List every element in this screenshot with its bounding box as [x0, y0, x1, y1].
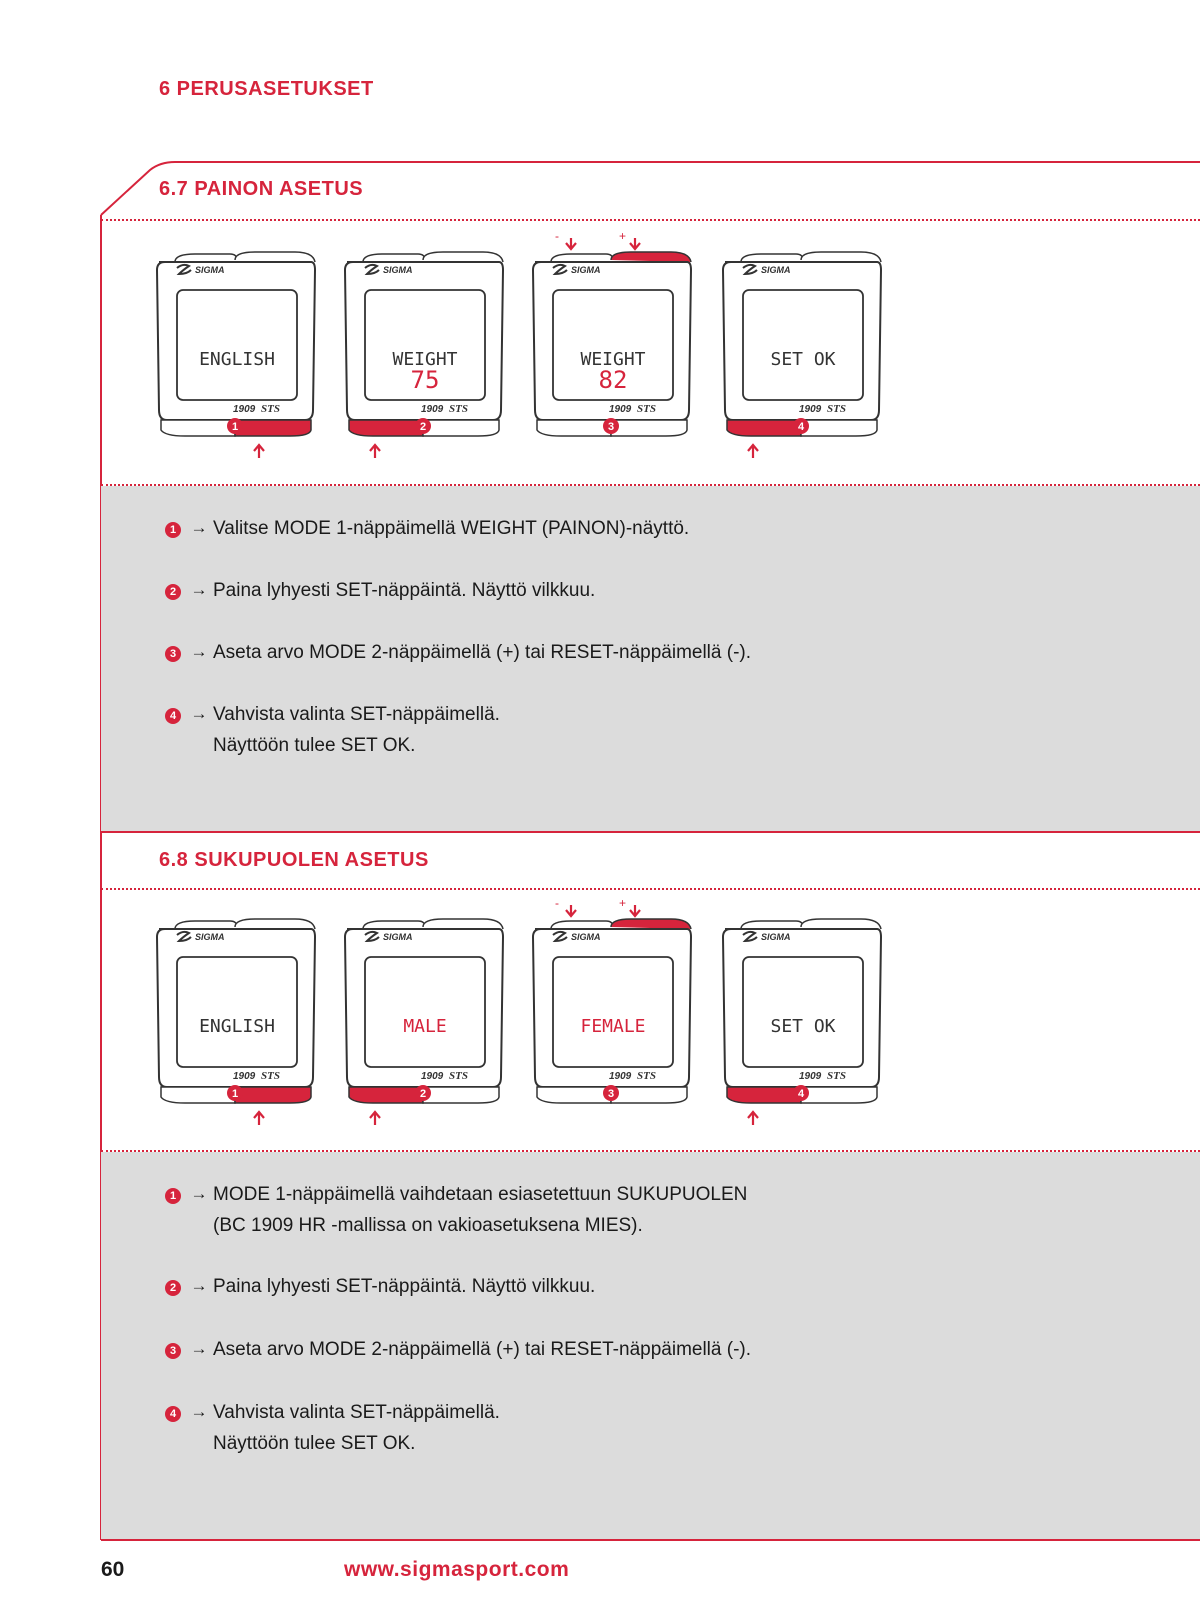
- model-label: 1909: [799, 1071, 822, 1082]
- top-right-button: [611, 252, 691, 262]
- step-text: Vahvista valinta SET-näppäimellä.: [213, 704, 500, 725]
- bottom-left-button: [537, 420, 611, 436]
- step-item: [165, 518, 689, 544]
- lcd-line-1: FEMALE: [580, 1016, 646, 1037]
- bike-computer: [345, 919, 503, 1125]
- bike-computer: [345, 252, 503, 458]
- step-badge-number: 1: [231, 421, 239, 433]
- lcd-line-1: ENGLISH: [199, 1016, 275, 1037]
- lcd-line-2: 82: [598, 366, 628, 394]
- model-logo: STS: [827, 403, 846, 415]
- press-up-arrow-icon: [370, 1112, 380, 1125]
- model-label: 1909: [609, 404, 632, 415]
- bike-computer: [533, 230, 691, 436]
- plus-label: +: [619, 897, 627, 910]
- model-logo: STS: [637, 1070, 656, 1082]
- brand-label: SIGMA: [195, 932, 225, 942]
- dotted-rule: [101, 219, 1200, 221]
- bottom-left-button: [727, 420, 801, 436]
- bottom-left-button: [161, 420, 235, 436]
- top-right-button: [611, 919, 691, 929]
- step-text: (BC 1909 HR -mallissa on vakioasetuksena MIES).: [213, 1215, 643, 1236]
- device-row: [155, 897, 915, 1137]
- step-badge-number: 3: [607, 421, 615, 433]
- step-number-badge: 4: [165, 708, 181, 724]
- section-divider: [101, 831, 1200, 833]
- brand-label: SIGMA: [383, 932, 413, 942]
- brand-label: SIGMA: [195, 265, 225, 275]
- right-arrow-icon: →: [190, 518, 208, 537]
- step-item: [165, 642, 751, 668]
- step-item: [165, 1402, 500, 1459]
- right-arrow-icon: →: [190, 1276, 208, 1295]
- dotted-rule: [101, 1150, 1200, 1152]
- step-text: Aseta arvo MODE 2-näppäimellä (+) tai RESET-näppäimellä (-).: [213, 1339, 752, 1360]
- top-right-button: [235, 252, 315, 262]
- step-item: [165, 1184, 747, 1241]
- model-label: 1909: [233, 1071, 256, 1082]
- lcd-line-1: ENGLISH: [199, 349, 275, 370]
- lcd-line-1: SET OK: [770, 1016, 836, 1037]
- step-item: [165, 704, 500, 761]
- press-down-arrow-icon: [566, 905, 576, 916]
- dotted-rule: [101, 484, 1200, 486]
- model-logo: STS: [261, 1070, 280, 1082]
- model-logo: STS: [449, 1070, 468, 1082]
- bottom-right-button: [423, 420, 499, 436]
- top-left-button: [551, 921, 613, 929]
- chapter-title: 6 PERUSASETUKSET: [159, 78, 374, 100]
- press-down-arrow-icon: [630, 238, 640, 249]
- step-number-badge: 1: [165, 522, 181, 538]
- page-number: 60: [101, 1558, 125, 1581]
- step-item: [165, 1276, 595, 1302]
- step-number-badge: 3: [165, 646, 181, 662]
- step-badge-number: 1: [231, 1088, 239, 1100]
- bike-computer: [157, 919, 315, 1125]
- device-illustrations: [155, 897, 915, 1137]
- bottom-left-button: [349, 420, 423, 436]
- bottom-left-button: [727, 1087, 801, 1103]
- bottom-right-button: [235, 420, 311, 436]
- top-left-button: [551, 254, 613, 262]
- bike-computer: [723, 252, 881, 458]
- top-right-button: [801, 252, 881, 262]
- model-logo: STS: [637, 403, 656, 415]
- model-logo: STS: [449, 403, 468, 415]
- lcd-screen: [743, 957, 863, 1067]
- top-right-button: [235, 919, 315, 929]
- lcd-line-1: MALE: [403, 1016, 447, 1037]
- bottom-right-button: [235, 1087, 311, 1103]
- step-text: Vahvista valinta SET-näppäimellä.: [213, 1402, 500, 1423]
- lcd-screen: [177, 290, 297, 400]
- model-label: 1909: [421, 1071, 444, 1082]
- lcd-screen: [177, 957, 297, 1067]
- bike-computer: [533, 897, 691, 1103]
- bike-computer: [723, 919, 881, 1125]
- bottom-right-button: [611, 1087, 687, 1103]
- step-number-badge: 1: [165, 1188, 181, 1204]
- lcd-line-1: WEIGHT: [580, 349, 646, 370]
- right-arrow-icon: →: [190, 1339, 208, 1358]
- press-up-arrow-icon: [370, 445, 380, 458]
- step-badge-number: 3: [607, 1088, 615, 1100]
- step-number-badge: 2: [165, 584, 181, 600]
- step-text: Paina lyhyesti SET-näppäintä. Näyttö vilkkuu.: [213, 1276, 596, 1297]
- step-number-badge: 4: [165, 1406, 181, 1422]
- right-arrow-icon: →: [190, 580, 208, 599]
- right-arrow-icon: →: [190, 1184, 208, 1203]
- bottom-right-button: [801, 1087, 877, 1103]
- step-number-badge: 2: [165, 1280, 181, 1296]
- model-logo: STS: [827, 1070, 846, 1082]
- dotted-rule: [101, 888, 1200, 890]
- brand-label: SIGMA: [571, 265, 601, 275]
- section-title: 6.8 SUKUPUOLEN ASETUS: [159, 849, 429, 871]
- step-item: [165, 1339, 751, 1365]
- lcd-line-2: 75: [410, 366, 440, 394]
- press-up-arrow-icon: [748, 1112, 758, 1125]
- top-left-button: [363, 254, 425, 262]
- step-text: Aseta arvo MODE 2-näppäimellä (+) tai RESET-näppäimellä (-).: [213, 642, 752, 663]
- model-label: 1909: [421, 404, 444, 415]
- model-label: 1909: [609, 1071, 632, 1082]
- bottom-left-button: [537, 1087, 611, 1103]
- bottom-left-button: [349, 1087, 423, 1103]
- right-arrow-icon: →: [190, 704, 208, 723]
- step-text: Paina lyhyesti SET-näppäintä. Näyttö vilkkuu.: [213, 580, 596, 601]
- device-row: [155, 230, 915, 470]
- step-badge-number: 4: [797, 1088, 805, 1100]
- plus-label: +: [619, 230, 627, 243]
- step-badge-number: 2: [419, 1088, 427, 1100]
- step-text: Näyttöön tulee SET OK.: [213, 1433, 416, 1454]
- lcd-line-1: SET OK: [770, 349, 836, 370]
- lcd-line-1: WEIGHT: [392, 349, 458, 370]
- step-badge-number: 4: [797, 421, 805, 433]
- minus-label: -: [555, 230, 559, 243]
- bike-computer: [157, 252, 315, 458]
- model-label: 1909: [233, 404, 256, 415]
- top-left-button: [741, 921, 803, 929]
- lcd-screen: [743, 290, 863, 400]
- right-arrow-icon: →: [190, 1402, 208, 1421]
- step-text: Valitse MODE 1-näppäimellä WEIGHT (PAINON)-näyttö.: [213, 518, 690, 539]
- press-down-arrow-icon: [566, 238, 576, 249]
- press-down-arrow-icon: [630, 905, 640, 916]
- footer-url: www.sigmasport.com: [344, 1558, 570, 1581]
- section-title: 6.7 PAINON ASETUS: [159, 178, 364, 200]
- top-left-button: [741, 254, 803, 262]
- bottom-left-button: [161, 1087, 235, 1103]
- minus-label: -: [555, 897, 559, 910]
- model-label: 1909: [799, 404, 822, 415]
- top-right-button: [423, 919, 503, 929]
- bottom-right-button: [801, 420, 877, 436]
- top-left-button: [175, 921, 237, 929]
- step-badge-number: 2: [419, 421, 427, 433]
- right-arrow-icon: →: [190, 642, 208, 661]
- device-illustrations: [155, 230, 915, 470]
- press-up-arrow-icon: [254, 1112, 264, 1125]
- top-left-button: [175, 254, 237, 262]
- brand-label: SIGMA: [571, 932, 601, 942]
- model-logo: STS: [261, 403, 280, 415]
- step-text: Näyttöön tulee SET OK.: [213, 735, 416, 756]
- step-number-badge: 3: [165, 1343, 181, 1359]
- brand-label: SIGMA: [761, 265, 791, 275]
- top-right-button: [423, 252, 503, 262]
- lcd-screen: [365, 957, 485, 1067]
- bottom-right-button: [423, 1087, 499, 1103]
- brand-label: SIGMA: [383, 265, 413, 275]
- press-up-arrow-icon: [748, 445, 758, 458]
- bottom-right-button: [611, 420, 687, 436]
- step-text: MODE 1-näppäimellä vaihdetaan esiasetettuun SUKUPUOLEN: [213, 1184, 748, 1205]
- step-item: [165, 580, 595, 606]
- lcd-screen: [553, 957, 673, 1067]
- press-up-arrow-icon: [254, 445, 264, 458]
- brand-label: SIGMA: [761, 932, 791, 942]
- top-left-button: [363, 921, 425, 929]
- top-right-button: [801, 919, 881, 929]
